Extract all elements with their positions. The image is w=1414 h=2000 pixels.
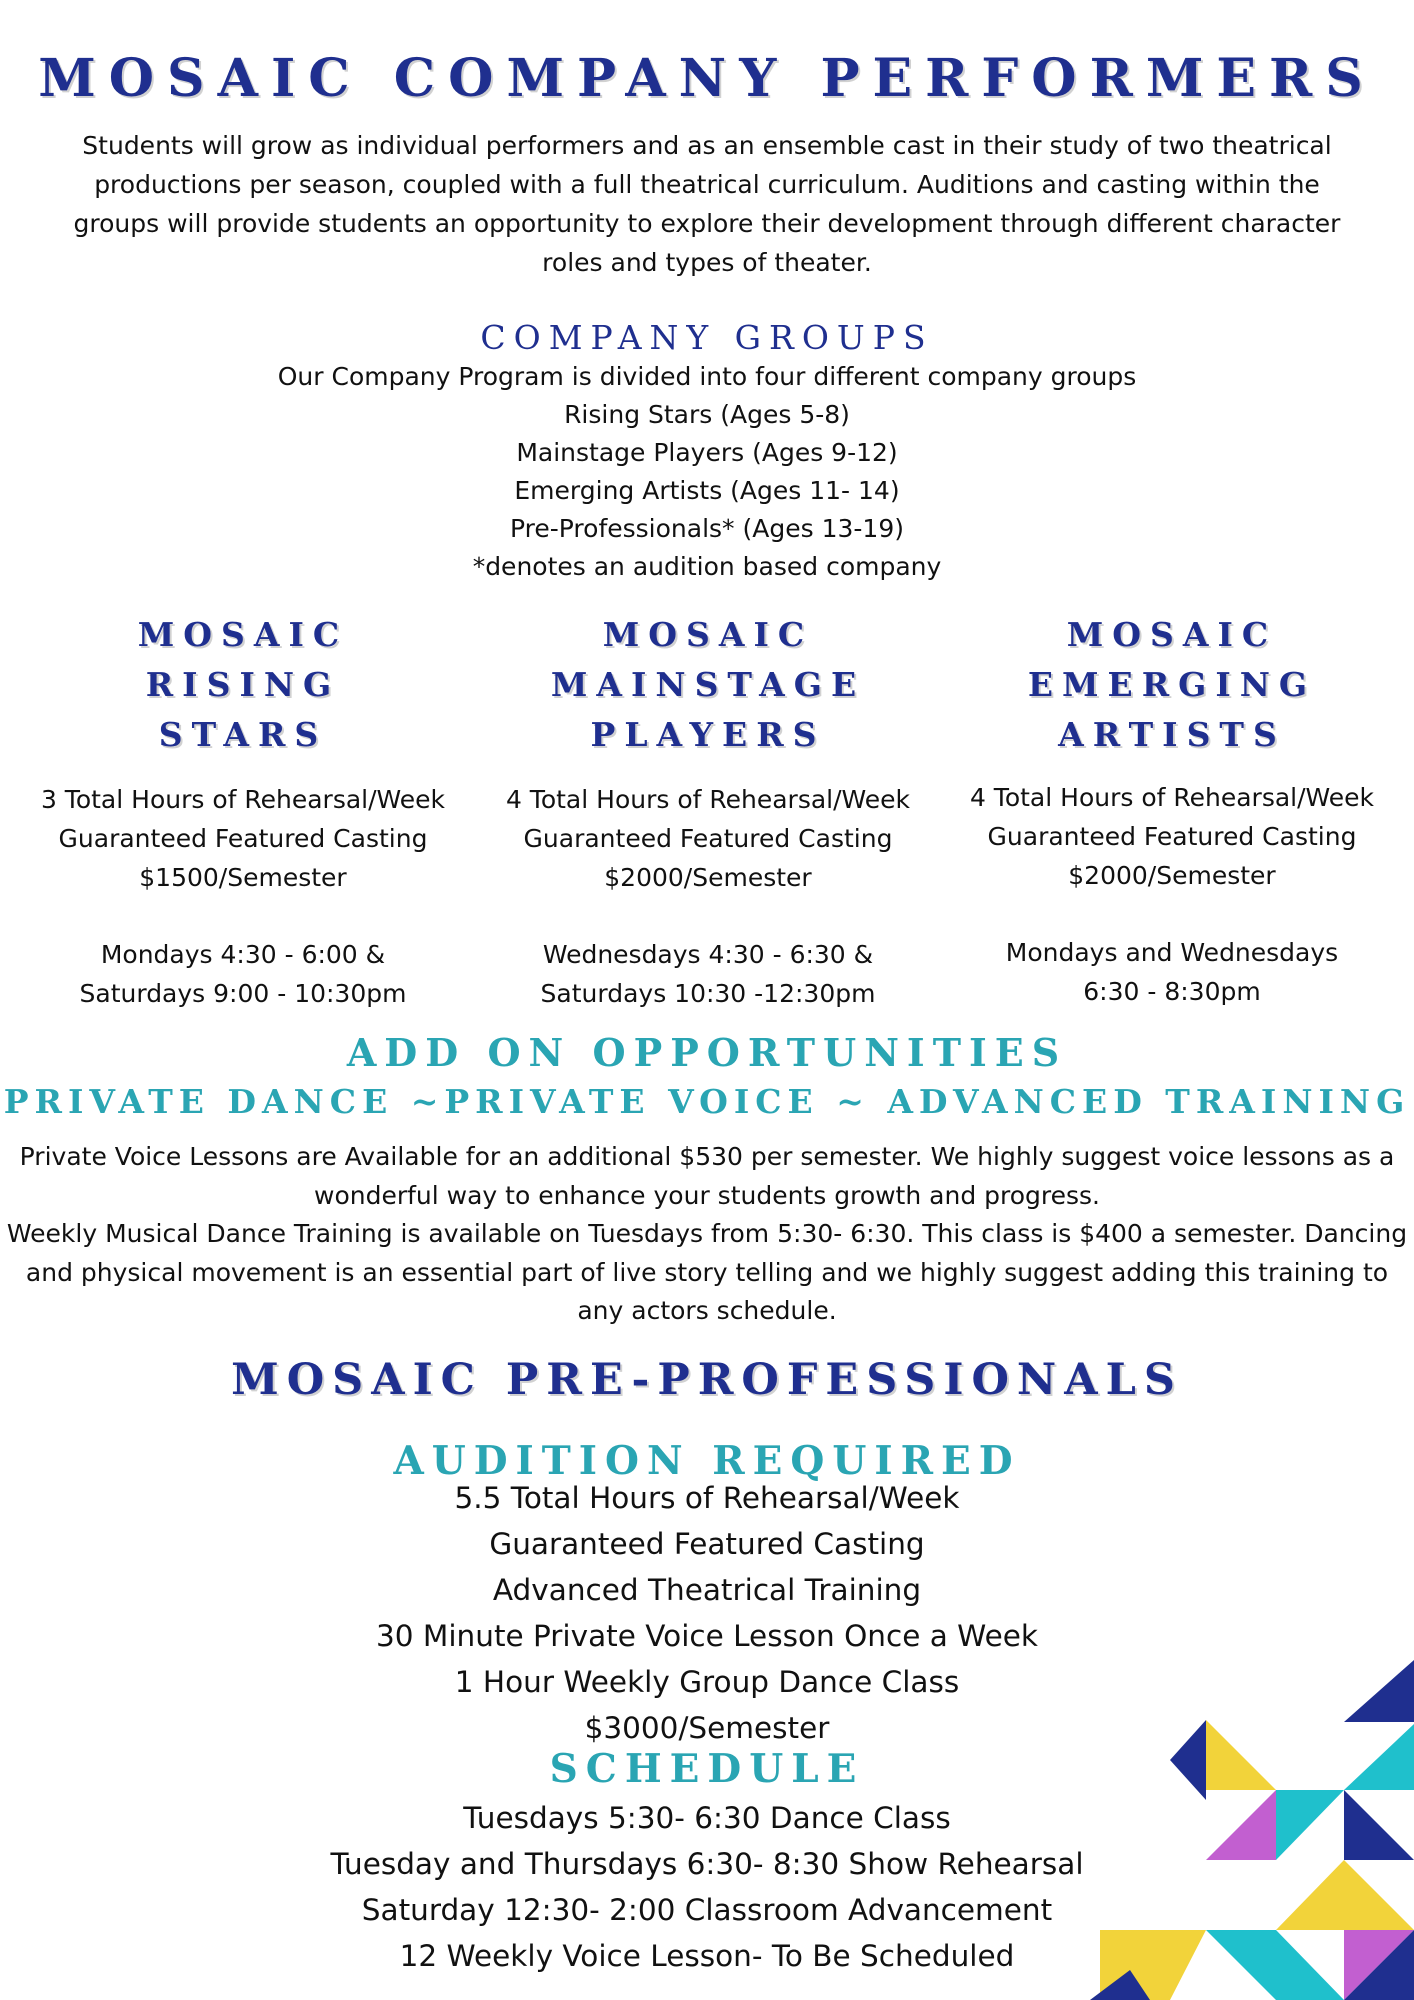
rising-stars-heading — [13, 610, 473, 760]
heading-line: MOSAIC — [137, 615, 349, 654]
detail-line: Guaranteed Featured Casting — [58, 824, 428, 853]
add-on-line: any actors schedule. — [577, 1296, 837, 1325]
price-line: $3000/Semester — [584, 1711, 830, 1745]
yellow-triangle — [1276, 1860, 1344, 1930]
schedule-line: Wednesdays 4:30 - 6:30 & — [542, 940, 874, 969]
company-groups-line: Our Company Program is divided into four different company groups — [277, 362, 1137, 391]
cyan-triangle — [1344, 1724, 1414, 1790]
intro-line: roles and types of theater. — [542, 248, 872, 277]
company-groups-heading: COMPANY GROUPS — [480, 318, 934, 357]
add-on-heading: ADD ON OPPORTUNITIES — [346, 1030, 1068, 1075]
schedule-heading: SCHEDULE — [549, 1746, 865, 1792]
detail-line: 3 Total Hours of Rehearsal/Week — [40, 785, 446, 814]
schedule-line: 6:30 - 8:30pm — [1083, 977, 1261, 1006]
detail-line: 1 Hour Weekly Group Dance Class — [454, 1665, 960, 1699]
navy-triangle — [1344, 1660, 1414, 1722]
heading-line: MAINSTAGE — [550, 665, 866, 704]
schedule-line: Mondays and Wednesdays — [1005, 938, 1339, 967]
company-groups-list — [0, 358, 1414, 586]
detail-line: 4 Total Hours of Rehearsal/Week — [505, 785, 911, 814]
navy-triangle — [1170, 1720, 1206, 1800]
audition-required-heading: AUDITION REQUIRED — [393, 1438, 1021, 1484]
schedule-line: Tuesday and Thursdays 6:30- 8:30 Show Rehearsal — [330, 1847, 1084, 1881]
company-groups-line: Rising Stars (Ages 5-8) — [564, 400, 850, 429]
mainstage-players-heading — [478, 610, 938, 760]
mainstage-players-schedule — [478, 935, 938, 1013]
cyan-triangle — [1276, 1790, 1344, 1860]
heading-line: MOSAIC — [1066, 615, 1278, 654]
intro-line: groups will provide students an opportunity to explore their development through different character — [73, 209, 1341, 238]
add-on-subheading: PRIVATE DANCE ~PRIVATE VOICE ~ ADVANCED TRAINING — [3, 1082, 1411, 1121]
add-on-line: Weekly Musical Dance Training is available on Tuesdays from 5:30- 6:30. This class is $400 a semester. Dancing — [6, 1219, 1408, 1248]
schedule-line: 12 Weekly Voice Lesson- To Be Scheduled — [399, 1939, 1015, 1973]
heading-line: ARTISTS — [1058, 715, 1286, 754]
detail-line: Guaranteed Featured Casting — [523, 824, 893, 853]
intro-line: Students will grow as individual performers and as an ensemble cast in their study of two theatrical — [82, 131, 1332, 160]
detail-line: 5.5 Total Hours of Rehearsal/Week — [454, 1481, 960, 1515]
price-line: $1500/Semester — [139, 863, 347, 892]
rising-stars-schedule — [13, 935, 473, 1013]
emerging-artists-column — [942, 610, 1402, 1011]
schedule-line: Saturdays 9:00 - 10:30pm — [79, 979, 407, 1008]
geometric-triangles-decoration — [1090, 1660, 1414, 2000]
cyan-triangle — [1206, 1930, 1276, 2000]
heading-line: RISING — [145, 665, 341, 704]
emerging-artists-schedule — [942, 933, 1402, 1011]
intro-line: productions per season, coupled with a full theatrical curriculum. Auditions and casting within the — [94, 170, 1320, 199]
detail-line: Guaranteed Featured Casting — [987, 822, 1357, 851]
price-line: $2000/Semester — [1068, 861, 1276, 890]
rising-stars-details — [13, 780, 473, 897]
mainstage-players-details — [478, 780, 938, 897]
detail-line: 4 Total Hours of Rehearsal/Week — [969, 783, 1375, 812]
add-on-line: wonderful way to enhance your students growth and progress. — [314, 1180, 1100, 1210]
detail-line: 30 Minute Private Voice Lesson Once a Week — [375, 1619, 1039, 1653]
yellow-triangle — [1206, 1720, 1276, 1790]
add-on-line: Private Voice Lessons are Available for an additional $530 per semester. We highly suggest voice lessons as a — [19, 1142, 1395, 1171]
detail-line: Advanced Theatrical Training — [492, 1573, 922, 1607]
schedule-line: Tuesdays 5:30- 6:30 Dance Class — [463, 1801, 951, 1835]
mainstage-players-column — [478, 610, 938, 1013]
add-on-paragraph — [0, 1138, 1414, 1331]
heading-line: PLAYERS — [590, 715, 826, 754]
company-groups-line: Emerging Artists (Ages 11- 14) — [514, 476, 900, 505]
company-groups-line: *denotes an audition based company — [472, 552, 942, 581]
schedule-line: Saturdays 10:30 -12:30pm — [540, 979, 876, 1008]
company-groups-line: Pre-Professionals* (Ages 13-19) — [510, 514, 904, 543]
heading-line: EMERGING — [1027, 665, 1317, 704]
cyan-triangle — [1276, 1930, 1344, 2000]
company-groups-line: Mainstage Players (Ages 9-12) — [516, 438, 898, 467]
navy-triangle — [1344, 1790, 1414, 1860]
price-line: $2000/Semester — [604, 863, 812, 892]
schedule-line: Saturday 12:30- 2:00 Classroom Advancement — [361, 1893, 1053, 1927]
yellow-triangle — [1344, 1860, 1414, 1930]
emerging-artists-heading — [942, 610, 1402, 760]
purple-triangle — [1206, 1790, 1276, 1860]
detail-line: Guaranteed Featured Casting — [489, 1527, 925, 1561]
emerging-artists-details — [942, 778, 1402, 895]
pre-professionals-heading: MOSAIC PRE-PROFESSIONALS — [231, 1355, 1183, 1405]
add-on-line: and physical movement is an essential part of live story telling and we highly suggest adding this training to — [25, 1257, 1389, 1287]
heading-line: MOSAIC — [602, 615, 814, 654]
intro-paragraph — [46, 126, 1368, 282]
page-title: MOSAIC COMPANY PERFORMERS — [38, 48, 1376, 109]
heading-line: STARS — [158, 715, 328, 754]
rising-stars-column — [13, 610, 473, 1013]
schedule-line: Mondays 4:30 - 6:00 & — [100, 940, 386, 969]
